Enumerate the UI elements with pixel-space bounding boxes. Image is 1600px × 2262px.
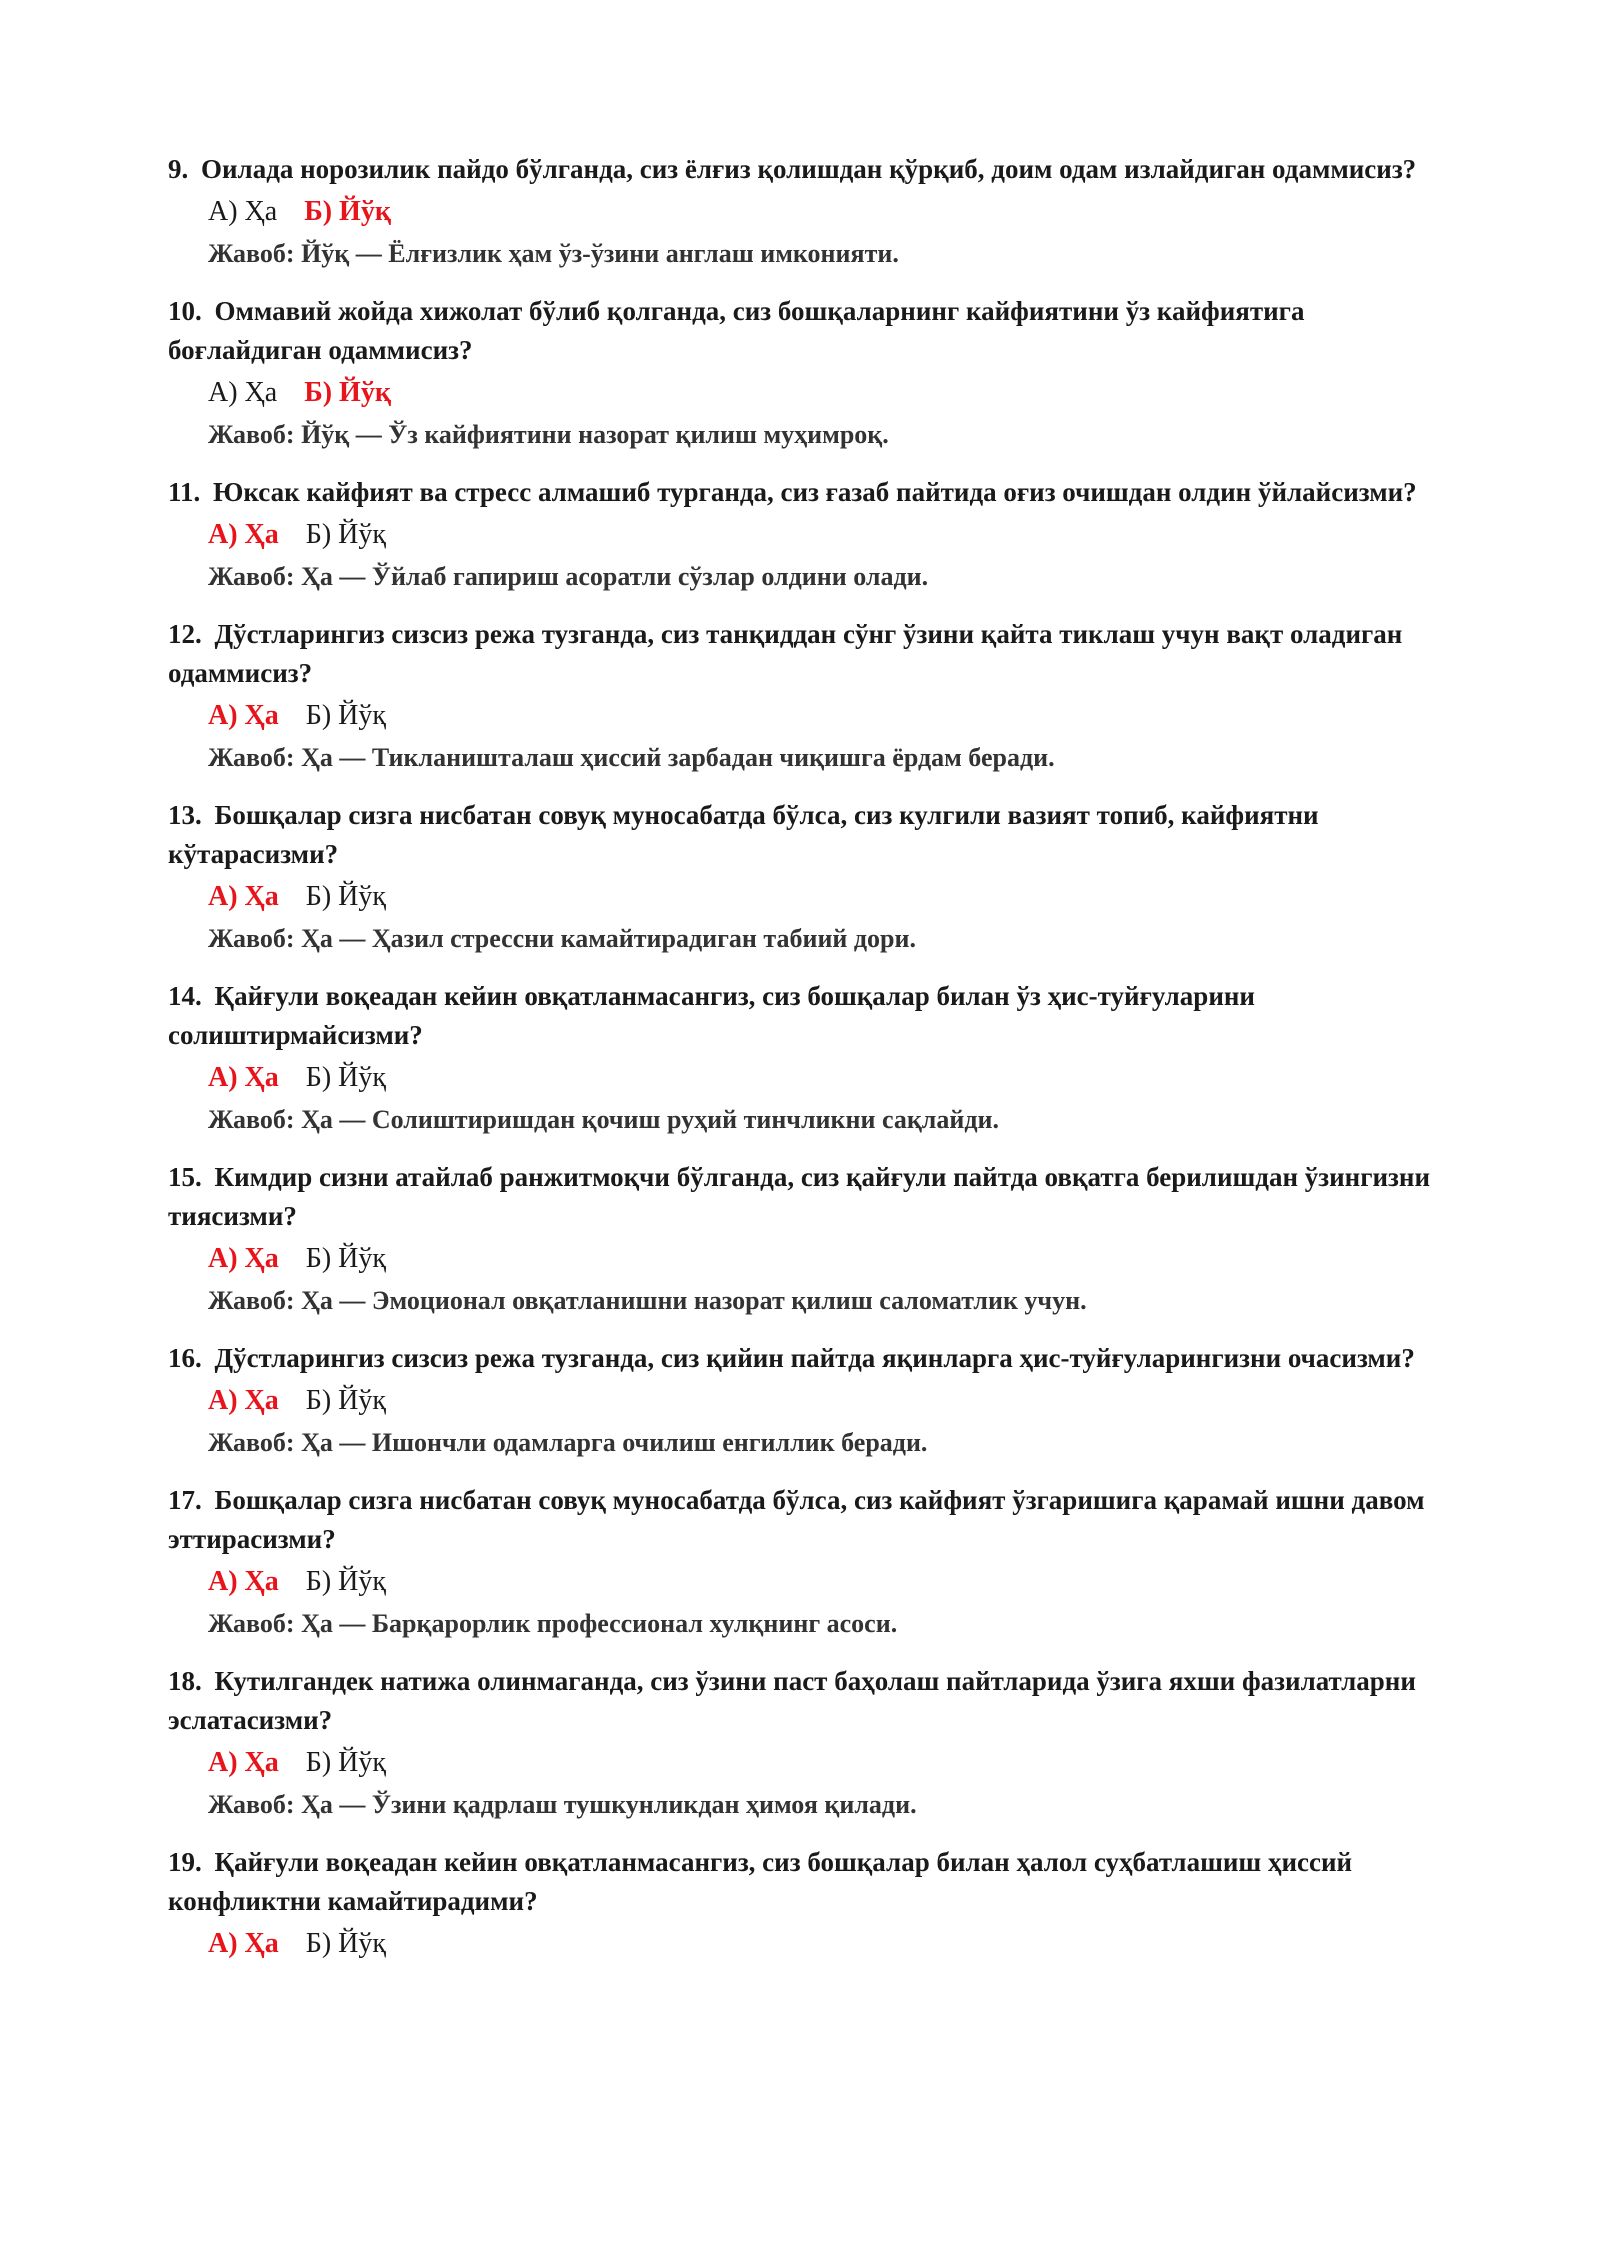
- option-a: А) Ҳа: [208, 1566, 279, 1597]
- options-row: [208, 1381, 1448, 1421]
- options-row: [208, 877, 1448, 917]
- question-body: Қайғули воқеадан кейин овқатланмасангиз, сиз бошқалар билан ҳалол суҳбатлашиш ҳиссий конфликтни камайтирадими?: [168, 1847, 1353, 1916]
- option-b: Б) Йўқ: [304, 196, 391, 227]
- question-text: [168, 1339, 1448, 1378]
- question-body: Қайғули воқеадан кейин овқатланмасангиз, сиз бошқалар билан ўз ҳис-туйғуларини солиштирмайсизми?: [168, 981, 1255, 1050]
- option-a: А) Ҳа: [208, 700, 279, 731]
- question-15: [168, 1158, 1448, 1321]
- answer-text: Жавоб: Ҳа — Эмоционал овқатланишни назорат қилиш саломатлик учун.: [208, 1286, 1087, 1315]
- document-page: [168, 150, 1448, 1982]
- question-body: Кимдир сизни атайлаб ранжитмоқчи бўлганда, сиз қайғули пайтда овқатга берилишдан ўзингизни тиясизми?: [168, 1162, 1431, 1231]
- question-13: [168, 796, 1448, 959]
- question-number: 11.: [168, 477, 201, 507]
- option-b: Б) Йўқ: [305, 1928, 386, 1959]
- question-text: [168, 1662, 1448, 1740]
- option-b: Б) Йўқ: [305, 1385, 386, 1416]
- answer-text: Жавоб: Йўқ — Ёлғизлик ҳам ўз-ўзини англаш имконияти.: [208, 239, 899, 268]
- answer-text: Жавоб: Ҳа — Тикланишталаш ҳиссий зарбадан чиқишга ёрдам беради.: [208, 743, 1055, 772]
- question-text: [168, 615, 1448, 693]
- question-14: [168, 977, 1448, 1140]
- question-16: [168, 1339, 1448, 1463]
- question-number: 12.: [168, 619, 202, 649]
- question-number: 15.: [168, 1162, 202, 1192]
- option-a: А) Ҳа: [208, 1385, 279, 1416]
- answer-text: Жавоб: Ҳа — Ҳазил стрессни камайтирадиган табиий дори.: [208, 924, 916, 953]
- option-a: А) Ҳа: [208, 1243, 279, 1274]
- question-text: [168, 473, 1448, 512]
- option-a: А) Ҳа: [208, 519, 279, 550]
- option-a: А) Ҳа: [208, 1928, 279, 1959]
- answer-text: Жавоб: Йўқ — Ўз кайфиятини назорат қилиш муҳимроқ.: [208, 420, 889, 449]
- answer-text: Жавоб: Ҳа — Ўзини қадрлаш тушкунликдан ҳимоя қилади.: [208, 1790, 917, 1819]
- options-row: [208, 1562, 1448, 1602]
- option-b: Б) Йўқ: [305, 881, 386, 912]
- question-body: Кутилгандек натижа олинмаганда, сиз ўзини паст баҳолаш пайтларида ўзига яхши фазилатларни эслатасизми?: [168, 1666, 1416, 1735]
- question-body: Бошқалар сизга нисбатан совуқ муносабатда бўлса, сиз кулгили вазият топиб, кайфиятни кўтарасизми?: [168, 800, 1319, 869]
- option-a: А) Ҳа: [208, 881, 279, 912]
- question-text: [168, 1158, 1448, 1236]
- options-row: [208, 696, 1448, 736]
- question-17: [168, 1481, 1448, 1644]
- question-number: 10.: [168, 296, 202, 326]
- option-a: А) Ҳа: [208, 196, 278, 227]
- option-a: А) Ҳа: [208, 377, 278, 408]
- question-body: Оилада норозилик пайдо бўлганда, сиз ёлғиз қолишдан қўрқиб, доим одам излайдиган одаммисиз?: [201, 154, 1417, 184]
- option-a: А) Ҳа: [208, 1747, 279, 1778]
- question-number: 16.: [168, 1343, 202, 1373]
- question-text: [168, 150, 1448, 189]
- answer-text: Жавоб: Ҳа — Ишончли одамларга очилиш енгиллик беради.: [208, 1428, 928, 1457]
- options-row: [208, 1239, 1448, 1279]
- question-number: 13.: [168, 800, 202, 830]
- options-row: [208, 192, 1448, 232]
- question-text: [168, 292, 1448, 370]
- question-body: Бошқалар сизга нисбатан совуқ муносабатда бўлса, сиз кайфият ўзгаришига қарамай ишни давом эттирасизми?: [168, 1485, 1425, 1554]
- option-a: А) Ҳа: [208, 1062, 279, 1093]
- question-number: 14.: [168, 981, 202, 1011]
- options-row: [208, 1924, 1448, 1964]
- question-12: [168, 615, 1448, 778]
- question-10: [168, 292, 1448, 455]
- question-number: 19.: [168, 1847, 202, 1877]
- option-b: Б) Йўқ: [305, 1747, 386, 1778]
- question-number: 9.: [168, 154, 189, 184]
- question-9: [168, 150, 1448, 274]
- question-text: [168, 1843, 1448, 1921]
- answer-text: Жавоб: Ҳа — Ўйлаб гапириш асоратли сўзлар олдини олади.: [208, 562, 929, 591]
- option-b: Б) Йўқ: [305, 1243, 386, 1274]
- question-body: Дўстларингиз сизсиз режа тузганда, сиз қийин пайтда яқинларга ҳис-туйғуларингизни очасизми?: [214, 1343, 1415, 1373]
- question-19: [168, 1843, 1448, 1964]
- question-text: [168, 977, 1448, 1055]
- question-number: 17.: [168, 1485, 202, 1515]
- answer-text: Жавоб: Ҳа — Барқарорлик профессионал хулқнинг асоси.: [208, 1609, 898, 1638]
- option-b: Б) Йўқ: [304, 377, 391, 408]
- question-body: Юксак кайфият ва стресс алмашиб турганда, сиз ғазаб пайтида оғиз очишдан олдин ўйлайсизми?: [213, 477, 1417, 507]
- question-body: Дўстларингиз сизсиз режа тузганда, сиз танқиддан сўнг ўзини қайта тиклаш учун вақт оладиган одаммисиз?: [168, 619, 1403, 688]
- option-b: Б) Йўқ: [305, 1566, 386, 1597]
- option-b: Б) Йўқ: [305, 1062, 386, 1093]
- options-row: [208, 373, 1448, 413]
- question-text: [168, 796, 1448, 874]
- option-b: Б) Йўқ: [305, 700, 386, 731]
- question-18: [168, 1662, 1448, 1825]
- question-body: Оммавий жойда хижолат бўлиб қолганда, сиз бошқаларнинг кайфиятини ўз кайфиятига боғлайдиган одаммисиз?: [168, 296, 1305, 365]
- options-row: [208, 1058, 1448, 1098]
- options-row: [208, 1743, 1448, 1783]
- question-text: [168, 1481, 1448, 1559]
- option-b: Б) Йўқ: [305, 519, 386, 550]
- answer-text: Жавоб: Ҳа — Солиштиришдан қочиш руҳий тинчликни сақлайди.: [208, 1105, 1000, 1134]
- options-row: [208, 515, 1448, 555]
- question-number: 18.: [168, 1666, 202, 1696]
- question-11: [168, 473, 1448, 597]
